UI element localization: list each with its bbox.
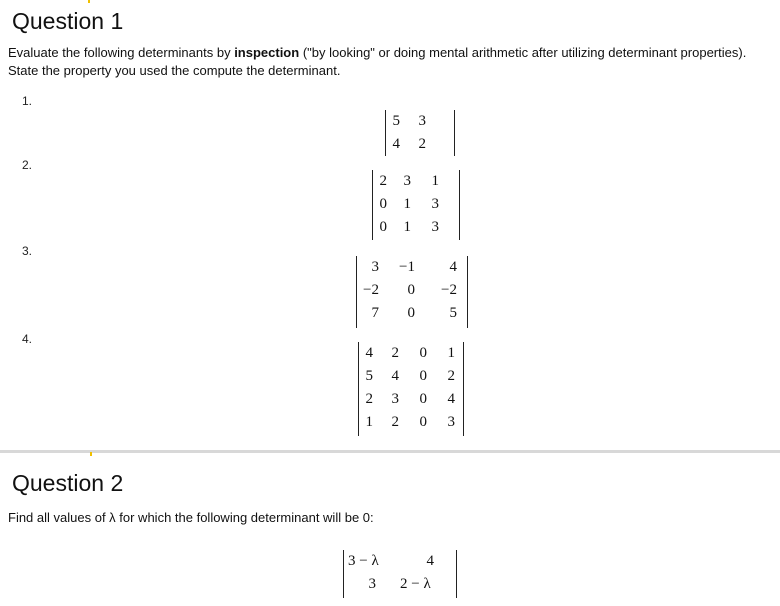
question1-instructions	[8, 44, 778, 80]
lambda-cell: 3	[368, 576, 376, 592]
det1-cell: 4	[392, 136, 400, 152]
det4-cell: 1	[365, 414, 373, 430]
det3-cell: 0	[407, 305, 415, 321]
det4-cell: 2	[447, 368, 455, 384]
det2-cell: 3	[431, 196, 439, 212]
det3-cell: 5	[449, 305, 457, 321]
item-3-number: 3.	[22, 244, 33, 258]
det2-cell: 2	[379, 173, 387, 189]
question2-title: Question 2	[12, 470, 124, 496]
item-4-number: 4.	[22, 332, 33, 346]
lambda-cell: 3 − λ	[348, 553, 379, 569]
lambda-cell: 2 − λ	[400, 576, 431, 592]
det3-cell: 4	[449, 259, 457, 275]
det4-cell: 1	[447, 345, 455, 361]
instruction-text-start: Evaluate the following determinants by	[8, 45, 235, 60]
instruction-bold-word: inspection	[234, 45, 300, 60]
det2-cell: 0	[379, 219, 387, 235]
det3-cell: −1	[399, 259, 415, 275]
det4-cell: 4	[391, 368, 399, 384]
determinant-4	[358, 342, 464, 436]
det4-cell: 5	[365, 368, 373, 384]
det2-cell: 1	[403, 219, 411, 235]
det2-cell: 0	[379, 196, 387, 212]
det4-cell: 2	[365, 391, 373, 407]
question1-title: Question 1	[12, 8, 124, 34]
det3-cell: 7	[371, 305, 379, 321]
lambda-determinant	[343, 550, 457, 598]
det4-cell: 0	[419, 391, 427, 407]
det4-cell: 3	[391, 391, 399, 407]
det4-cell: 4	[447, 391, 455, 407]
det4-cell: 4	[365, 345, 373, 361]
determinant-1	[385, 110, 455, 156]
det4-cell: 2	[391, 414, 399, 430]
determinant-3	[356, 256, 468, 328]
section-accent-mark	[90, 452, 92, 456]
det2-cell: 3	[403, 173, 411, 189]
question2-instructions: Find all values of λ for which the following determinant will be 0:	[8, 510, 374, 525]
det2-cell: 3	[431, 219, 439, 235]
det4-cell: 0	[419, 345, 427, 361]
det3-cell: 0	[407, 282, 415, 298]
item-1-number: 1.	[22, 94, 33, 108]
det4-cell: 3	[447, 414, 455, 430]
det3-cell: 3	[371, 259, 379, 275]
det3-cell: −2	[441, 282, 457, 298]
top-accent-mark	[88, 0, 90, 3]
lambda-cell: 4	[426, 553, 434, 569]
det1-cell: 3	[418, 113, 426, 129]
det4-cell: 2	[391, 345, 399, 361]
determinant-2	[372, 170, 460, 240]
det1-cell: 5	[392, 113, 400, 129]
det1-cell: 2	[418, 136, 426, 152]
det2-cell: 1	[431, 173, 439, 189]
instruction-text-end: ("by looking" or doing mental arithmetic after utilizing determinant properties). State the property you used the compute the determinant.	[8, 45, 747, 78]
det2-cell: 1	[403, 196, 411, 212]
det4-cell: 0	[419, 368, 427, 384]
det4-cell: 0	[419, 414, 427, 430]
item-2-number: 2.	[22, 158, 33, 172]
det3-cell: −2	[363, 282, 379, 298]
section-divider	[0, 450, 780, 453]
